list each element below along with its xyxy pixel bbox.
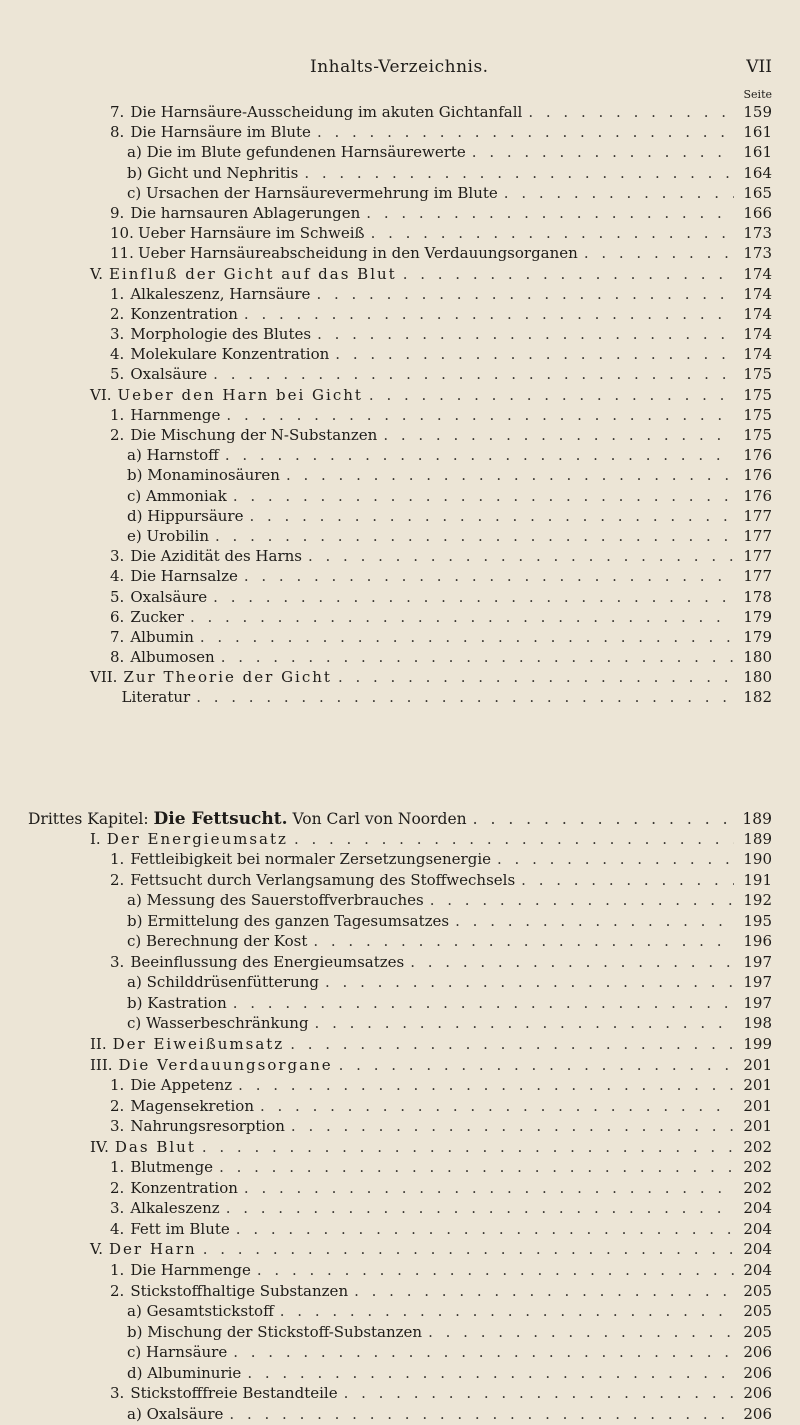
toc-entry-number: 5.	[110, 587, 125, 606]
header-title: Inhalts-Verzeichnis.	[310, 57, 489, 77]
toc-entry-number: 8.	[110, 648, 125, 667]
leader-dots	[257, 1261, 734, 1279]
toc-entry-page: 195	[743, 911, 772, 930]
leader-dots	[233, 487, 734, 505]
leader-dots	[428, 1323, 734, 1341]
toc-entry	[96, 1302, 772, 1323]
toc-entry-page: 174	[743, 284, 772, 303]
toc-entry-title: Konzentration	[130, 1178, 238, 1197]
leader-dots	[335, 345, 734, 363]
toc-entry-page: 173	[743, 244, 772, 263]
toc-entry-number: V.	[90, 1240, 103, 1259]
toc-entry	[96, 345, 772, 365]
toc-entry-number: 2.	[110, 1178, 125, 1197]
toc-entry-title: c) Wasserbeschränkung	[127, 1014, 309, 1033]
toc-entry-page: 204	[743, 1261, 772, 1280]
toc-entry-title: Fettleibigkeit bei normaler Zersetzungsenergie	[130, 850, 492, 869]
toc-entry-title: Beeinflussung des Energieumsatzes	[130, 952, 405, 971]
toc-entry-title: Die Harnsalze	[130, 567, 238, 586]
toc-entry-page: 174	[743, 264, 772, 283]
toc-entry-page: 177	[743, 526, 772, 545]
toc-entry	[96, 1384, 772, 1405]
leader-dots	[213, 588, 734, 606]
leader-dots	[249, 507, 734, 525]
toc-entry-number: 4.	[110, 567, 125, 586]
toc-section-obesity	[28, 809, 772, 1425]
leader-dots	[247, 1364, 734, 1382]
leader-dots	[238, 1076, 734, 1094]
toc-entry	[96, 1220, 772, 1241]
toc-entry-title: d) Hippursäure	[127, 506, 244, 525]
toc-entry	[96, 487, 772, 507]
toc-entry-title: a) Oxalsäure	[127, 1404, 224, 1423]
toc-entry-page: 205	[743, 1281, 772, 1300]
leader-dots	[455, 912, 734, 930]
leader-dots	[430, 891, 734, 909]
toc-entry-number: VII.	[90, 668, 118, 687]
leader-dots	[236, 1220, 734, 1238]
toc-entry	[96, 1097, 772, 1118]
page-column-label: Seite	[743, 88, 772, 101]
toc-entry-page: 191	[743, 870, 772, 889]
toc-entry	[96, 244, 772, 264]
toc-entry-title: Magensekretion	[130, 1096, 254, 1115]
toc-entry	[96, 1179, 772, 1200]
toc-entry	[96, 224, 772, 244]
toc-entry-title: Der Harn	[108, 1240, 197, 1259]
leader-dots	[202, 1138, 734, 1156]
toc-entry-page: 182	[743, 688, 772, 707]
toc-entry	[96, 204, 772, 224]
toc-entry-page: 190	[743, 850, 772, 869]
toc-entry	[96, 1076, 772, 1097]
toc-entry-title: Die Harnmenge	[130, 1261, 251, 1280]
leader-dots	[317, 325, 734, 343]
toc-entry	[96, 426, 772, 446]
toc-section-gout	[90, 103, 772, 709]
toc-entry	[96, 325, 772, 345]
toc-entry	[96, 871, 772, 892]
toc-entry-page: 175	[743, 365, 772, 384]
leader-dots	[521, 871, 734, 889]
leader-dots	[473, 810, 734, 828]
toc-entry-title: Die Azidität des Harns	[130, 547, 302, 566]
toc-entry-title: Stickstoffhaltige Substanzen	[130, 1281, 349, 1300]
toc-entry-number: VI.	[90, 385, 112, 404]
toc-entry-page: 178	[743, 587, 772, 606]
toc-entry-title: Konzentration	[130, 304, 238, 323]
toc-entry-page: 176	[743, 446, 772, 465]
toc-entry-page: 174	[743, 345, 772, 364]
toc-entry-number: 7.	[110, 103, 125, 121]
toc-entry-page: 198	[743, 1014, 772, 1033]
leader-dots	[260, 1097, 734, 1115]
leader-dots	[215, 527, 734, 545]
header-page-number: VII	[746, 57, 772, 77]
toc-entry	[96, 1405, 772, 1425]
leader-dots	[504, 184, 734, 202]
leader-dots	[221, 648, 734, 666]
leader-dots	[200, 628, 734, 646]
toc-entry-page: 202	[743, 1178, 772, 1197]
toc-entry-title: Oxalsäure	[130, 587, 208, 606]
toc-entry-title: e) Urobilin	[127, 526, 209, 545]
toc-entry	[96, 305, 772, 325]
toc-entry-page: 161	[743, 123, 772, 142]
toc-entry-page: 179	[743, 607, 772, 626]
toc-entry	[96, 285, 772, 305]
toc-entry-number: 2.	[110, 1281, 125, 1300]
toc-entry-title: Alkaleszenz, Harnsäure	[130, 284, 311, 303]
toc-entry	[96, 891, 772, 912]
toc-entry	[96, 1014, 772, 1035]
toc-entry-number: 3.	[110, 547, 125, 566]
toc-entry-page: 202	[743, 1137, 772, 1156]
leader-dots	[226, 1199, 734, 1217]
chapter-author: Von Carl von Noorden	[292, 810, 467, 828]
toc-entry-title: Zur Theorie der Gicht	[123, 668, 332, 687]
toc-entry-number: 1.	[110, 405, 125, 424]
toc-entry-number: 6.	[110, 607, 125, 626]
toc-entry	[90, 264, 772, 285]
toc-entry	[90, 668, 772, 688]
toc-entry-page: 201	[743, 1055, 772, 1074]
toc-entry	[90, 385, 772, 406]
toc-entry-title: c) Harnsäure	[127, 1343, 228, 1362]
toc-entry-number: 1.	[110, 284, 125, 303]
leader-dots	[290, 1035, 734, 1053]
leader-dots	[213, 365, 734, 383]
toc-entry-title: Alkaleszenz	[130, 1199, 220, 1218]
toc-entry-number: V.	[90, 264, 103, 283]
toc-entry-page: 206	[743, 1363, 772, 1382]
toc-entry	[96, 973, 772, 994]
toc-entry-title: b) Mischung der Stickstoff-Substanzen	[127, 1322, 423, 1341]
toc-entry-number: 3.	[110, 1384, 125, 1403]
toc-entry-page: 201	[743, 1096, 772, 1115]
leader-dots	[366, 204, 734, 222]
leader-dots	[196, 688, 734, 706]
leader-dots	[229, 1405, 734, 1423]
toc-entry-title: a) Gesamtstickstoff	[127, 1302, 274, 1321]
toc-entry-page: 159	[743, 103, 772, 121]
toc-entry	[96, 547, 772, 567]
toc-entry	[96, 994, 772, 1015]
toc-entry	[96, 1282, 772, 1303]
toc-entry-title: b) Ermittelung des ganzen Tagesumsatzes	[127, 911, 450, 930]
leader-dots	[338, 668, 734, 686]
toc-entry-page: 176	[743, 466, 772, 485]
toc-entry-number: 11.	[110, 244, 134, 263]
leader-dots	[354, 1282, 734, 1300]
toc-entry-page: 180	[743, 668, 772, 687]
toc-entry-number: 9.	[110, 203, 125, 222]
chapter-heading	[0, 809, 772, 830]
toc-entry-page: 174	[743, 325, 772, 344]
toc-entry-page: 177	[743, 506, 772, 525]
toc-entry	[96, 628, 772, 648]
leader-dots	[304, 164, 734, 182]
toc-entry	[96, 688, 772, 708]
leader-dots	[225, 446, 734, 464]
toc-entry-title: b) Gicht und Nephritis	[127, 163, 299, 182]
toc-entry-page: 177	[743, 547, 772, 566]
toc-entry-title: Der Energieumsatz	[106, 829, 288, 848]
toc-entry-page: 204	[743, 1199, 772, 1218]
toc-entry	[96, 912, 772, 933]
toc-entry	[96, 648, 772, 668]
toc-entry	[90, 1055, 772, 1077]
leader-dots	[313, 932, 734, 950]
leader-dots	[317, 123, 734, 141]
leader-dots	[203, 1240, 734, 1258]
toc-entry	[96, 123, 772, 143]
toc-entry-title: c) Berechnung der Kost	[127, 932, 308, 951]
toc-entry-title: Ueber Harnsäure im Schweiß	[138, 224, 365, 243]
toc-entry-number: 7.	[110, 627, 125, 646]
leader-dots	[383, 426, 734, 444]
toc-entry	[96, 507, 772, 527]
toc-entry	[96, 1323, 772, 1344]
toc-entry-title: Literatur	[121, 688, 191, 707]
leader-dots	[472, 143, 734, 161]
toc-entry-title: Nahrungsresorption	[130, 1117, 285, 1136]
toc-entry-page: 196	[743, 932, 772, 951]
toc-entry	[96, 1199, 772, 1220]
toc-entry-title: Der Eiweißumsatz	[112, 1035, 285, 1054]
toc-entry-page: 166	[743, 203, 772, 222]
toc-entry-page: 205	[743, 1322, 772, 1341]
toc-entry	[90, 829, 772, 851]
toc-entry	[90, 1137, 772, 1159]
toc-entry	[96, 406, 772, 426]
toc-entry-title: Das Blut	[114, 1137, 196, 1156]
toc-entry-number: 10.	[110, 224, 134, 243]
leader-dots	[316, 285, 734, 303]
toc-entry-title: Die Harnsäure-Ausscheidung im akuten Gichtanfall	[130, 103, 523, 121]
toc-entry-number: 1.	[110, 850, 125, 869]
toc-entry-title: Harnmenge	[130, 405, 221, 424]
toc-entry-title: Die Mischung der N-Substanzen	[130, 426, 378, 444]
toc-entry-number: 3.	[110, 325, 125, 344]
toc-entry	[96, 1158, 772, 1179]
toc-entry-page: 177	[743, 567, 772, 586]
toc-entry-page: 180	[743, 648, 772, 667]
leader-dots	[584, 244, 734, 262]
toc-entry-title: b) Kastration	[127, 993, 227, 1012]
toc-section-obesity-entries	[90, 829, 772, 1425]
toc-entry-page: 206	[743, 1343, 772, 1362]
leader-dots	[219, 1158, 734, 1176]
toc-entry-page: 164	[743, 163, 772, 182]
leader-dots	[280, 1302, 734, 1320]
leader-dots	[528, 103, 734, 121]
toc-entry-page: 197	[743, 973, 772, 992]
toc-entry-page: 197	[743, 952, 772, 971]
toc-entry	[96, 527, 772, 547]
toc-entry-number: 8.	[110, 123, 125, 142]
toc-entry	[96, 1364, 772, 1385]
toc-entry-title: d) Albuminurie	[127, 1363, 242, 1382]
toc-entry-number: 2.	[110, 304, 125, 323]
toc-entry-title: Ueber Harnsäureabscheidung in den Verdauungsorganen	[138, 244, 578, 263]
toc-entry-number: 1.	[110, 1261, 125, 1280]
toc-entry-title: Stickstofffreie Bestandteile	[130, 1384, 338, 1403]
toc-entry	[96, 567, 772, 587]
toc-entry	[96, 932, 772, 953]
toc-entry-page: 161	[743, 143, 772, 162]
toc-entry-title: Blutmenge	[130, 1158, 214, 1177]
toc-entry	[96, 103, 772, 123]
toc-entry-number: 2.	[110, 870, 125, 889]
leader-dots	[369, 386, 734, 404]
toc-entry-title: Die Harnsäure im Blute	[130, 123, 311, 142]
toc-entry-page: 175	[743, 405, 772, 424]
leader-dots	[315, 1014, 734, 1032]
toc-entry-number: 3.	[110, 1117, 125, 1136]
toc-entry-number: II.	[90, 1035, 107, 1054]
toc-entry	[90, 1035, 772, 1056]
toc-entry	[96, 1343, 772, 1364]
toc-entry-title: Die Verdauungsorgane	[118, 1055, 333, 1074]
toc-entry-page: 205	[743, 1302, 772, 1321]
toc-entry-number: IV.	[90, 1137, 109, 1156]
toc-entry-page: 175	[743, 426, 772, 444]
toc-entry-page: 192	[743, 891, 772, 910]
toc-entry-title: a) Die im Blute gefundenen Harnsäurewerte	[127, 143, 466, 162]
toc-entry-title: Die Appetenz	[130, 1076, 233, 1095]
leader-dots	[497, 850, 734, 868]
toc-entry	[96, 446, 772, 466]
toc-entry-number: 2.	[110, 1096, 125, 1115]
toc-entry	[96, 466, 772, 486]
leader-dots	[344, 1384, 734, 1402]
leader-dots	[244, 305, 734, 323]
leader-dots	[291, 1117, 734, 1135]
toc-entry-title: Molekulare Konzentration	[130, 345, 330, 364]
toc-entry-title: Ueber den Harn bei Gicht	[117, 385, 363, 404]
toc-entry	[96, 608, 772, 628]
toc-entry-title: Albumosen	[130, 648, 215, 667]
toc-entry-title: c) Ursachen der Harnsäurevermehrung im Blute	[127, 183, 498, 202]
leader-dots	[233, 1343, 734, 1361]
toc-entry-title: Fett im Blute	[130, 1219, 230, 1238]
toc-entry-number: 5.	[110, 365, 125, 384]
toc-entry	[96, 143, 772, 163]
leader-dots	[244, 567, 734, 585]
toc-entry	[96, 953, 772, 974]
leader-dots	[403, 265, 734, 283]
toc-entry	[96, 1261, 772, 1282]
toc-entry-title: a) Harnstoff	[127, 446, 219, 465]
toc-entry	[96, 588, 772, 608]
toc-entry-page: 176	[743, 486, 772, 505]
toc-entry-title: Einfluß der Gicht auf das Blut	[108, 264, 397, 283]
leader-dots	[410, 953, 734, 971]
toc-entry-page: 204	[743, 1240, 772, 1259]
toc-entry-page: 201	[743, 1076, 772, 1095]
toc-entry-number: 3.	[110, 1199, 125, 1218]
toc-entry-page: 204	[743, 1219, 772, 1238]
toc-entry-number: 1.	[110, 1158, 125, 1177]
leader-dots	[339, 1056, 734, 1074]
toc-entry-title: Die harnsauren Ablagerungen	[130, 203, 361, 222]
toc-entry-title: a) Schilddrüsenfütterung	[127, 973, 320, 992]
toc-entry-title: c) Ammoniak	[127, 486, 227, 505]
toc-entry-page: 206	[743, 1384, 772, 1403]
toc-entry	[96, 164, 772, 184]
toc-entry-number: 4.	[110, 1219, 125, 1238]
chapter-page: 189	[742, 810, 772, 828]
toc-entry-page: 174	[743, 304, 772, 323]
toc-entry-number: 2.	[110, 426, 125, 444]
chapter-prefix: Drittes Kapitel:	[28, 810, 149, 828]
leader-dots	[325, 973, 734, 991]
toc-entry-title: Fettsucht durch Verlangsamung des Stoffwechsels	[130, 870, 516, 889]
toc-entry-page: 199	[743, 1035, 772, 1054]
toc-entry-title: Morphologie des Blutes	[130, 325, 312, 344]
leader-dots	[308, 547, 734, 565]
toc-entry-number: 1.	[110, 1076, 125, 1095]
toc-entry	[90, 1240, 772, 1261]
toc-entry-title: b) Monaminosäuren	[127, 466, 280, 485]
toc-entry	[96, 365, 772, 385]
toc-entry-page: 197	[743, 993, 772, 1012]
toc-entry-page: 202	[743, 1158, 772, 1177]
toc-entry-page: 175	[743, 385, 772, 404]
toc-entry-number: III.	[90, 1055, 113, 1074]
running-header	[0, 57, 800, 81]
leader-dots	[190, 608, 734, 626]
leader-dots	[233, 994, 734, 1012]
leader-dots	[226, 406, 734, 424]
toc-entry-number: I.	[90, 829, 101, 848]
toc-entry-page: 165	[743, 183, 772, 202]
toc-entry-title: Zucker	[130, 607, 184, 626]
toc-entry-page: 206	[743, 1404, 772, 1423]
leader-dots	[294, 830, 734, 848]
leader-dots	[286, 466, 734, 484]
toc-entry	[96, 184, 772, 204]
chapter-title: Die Fettsucht.	[153, 809, 288, 829]
leader-dots	[371, 224, 734, 242]
toc-entry-title: Albumin	[130, 627, 194, 646]
toc-entry-number: 3.	[110, 952, 125, 971]
leader-dots	[244, 1179, 734, 1197]
toc-entry-page: 179	[743, 627, 772, 646]
toc-entry-title: a) Messung des Sauerstoffverbrauches	[127, 891, 424, 910]
toc-entry-page: 201	[743, 1117, 772, 1136]
toc-entry-number: 4.	[110, 345, 125, 364]
toc-entry-title: Oxalsäure	[130, 365, 208, 384]
toc-entry-page: 189	[743, 829, 772, 848]
toc-entry	[96, 1117, 772, 1138]
toc-entry	[96, 850, 772, 871]
toc-entry-page: 173	[743, 224, 772, 243]
